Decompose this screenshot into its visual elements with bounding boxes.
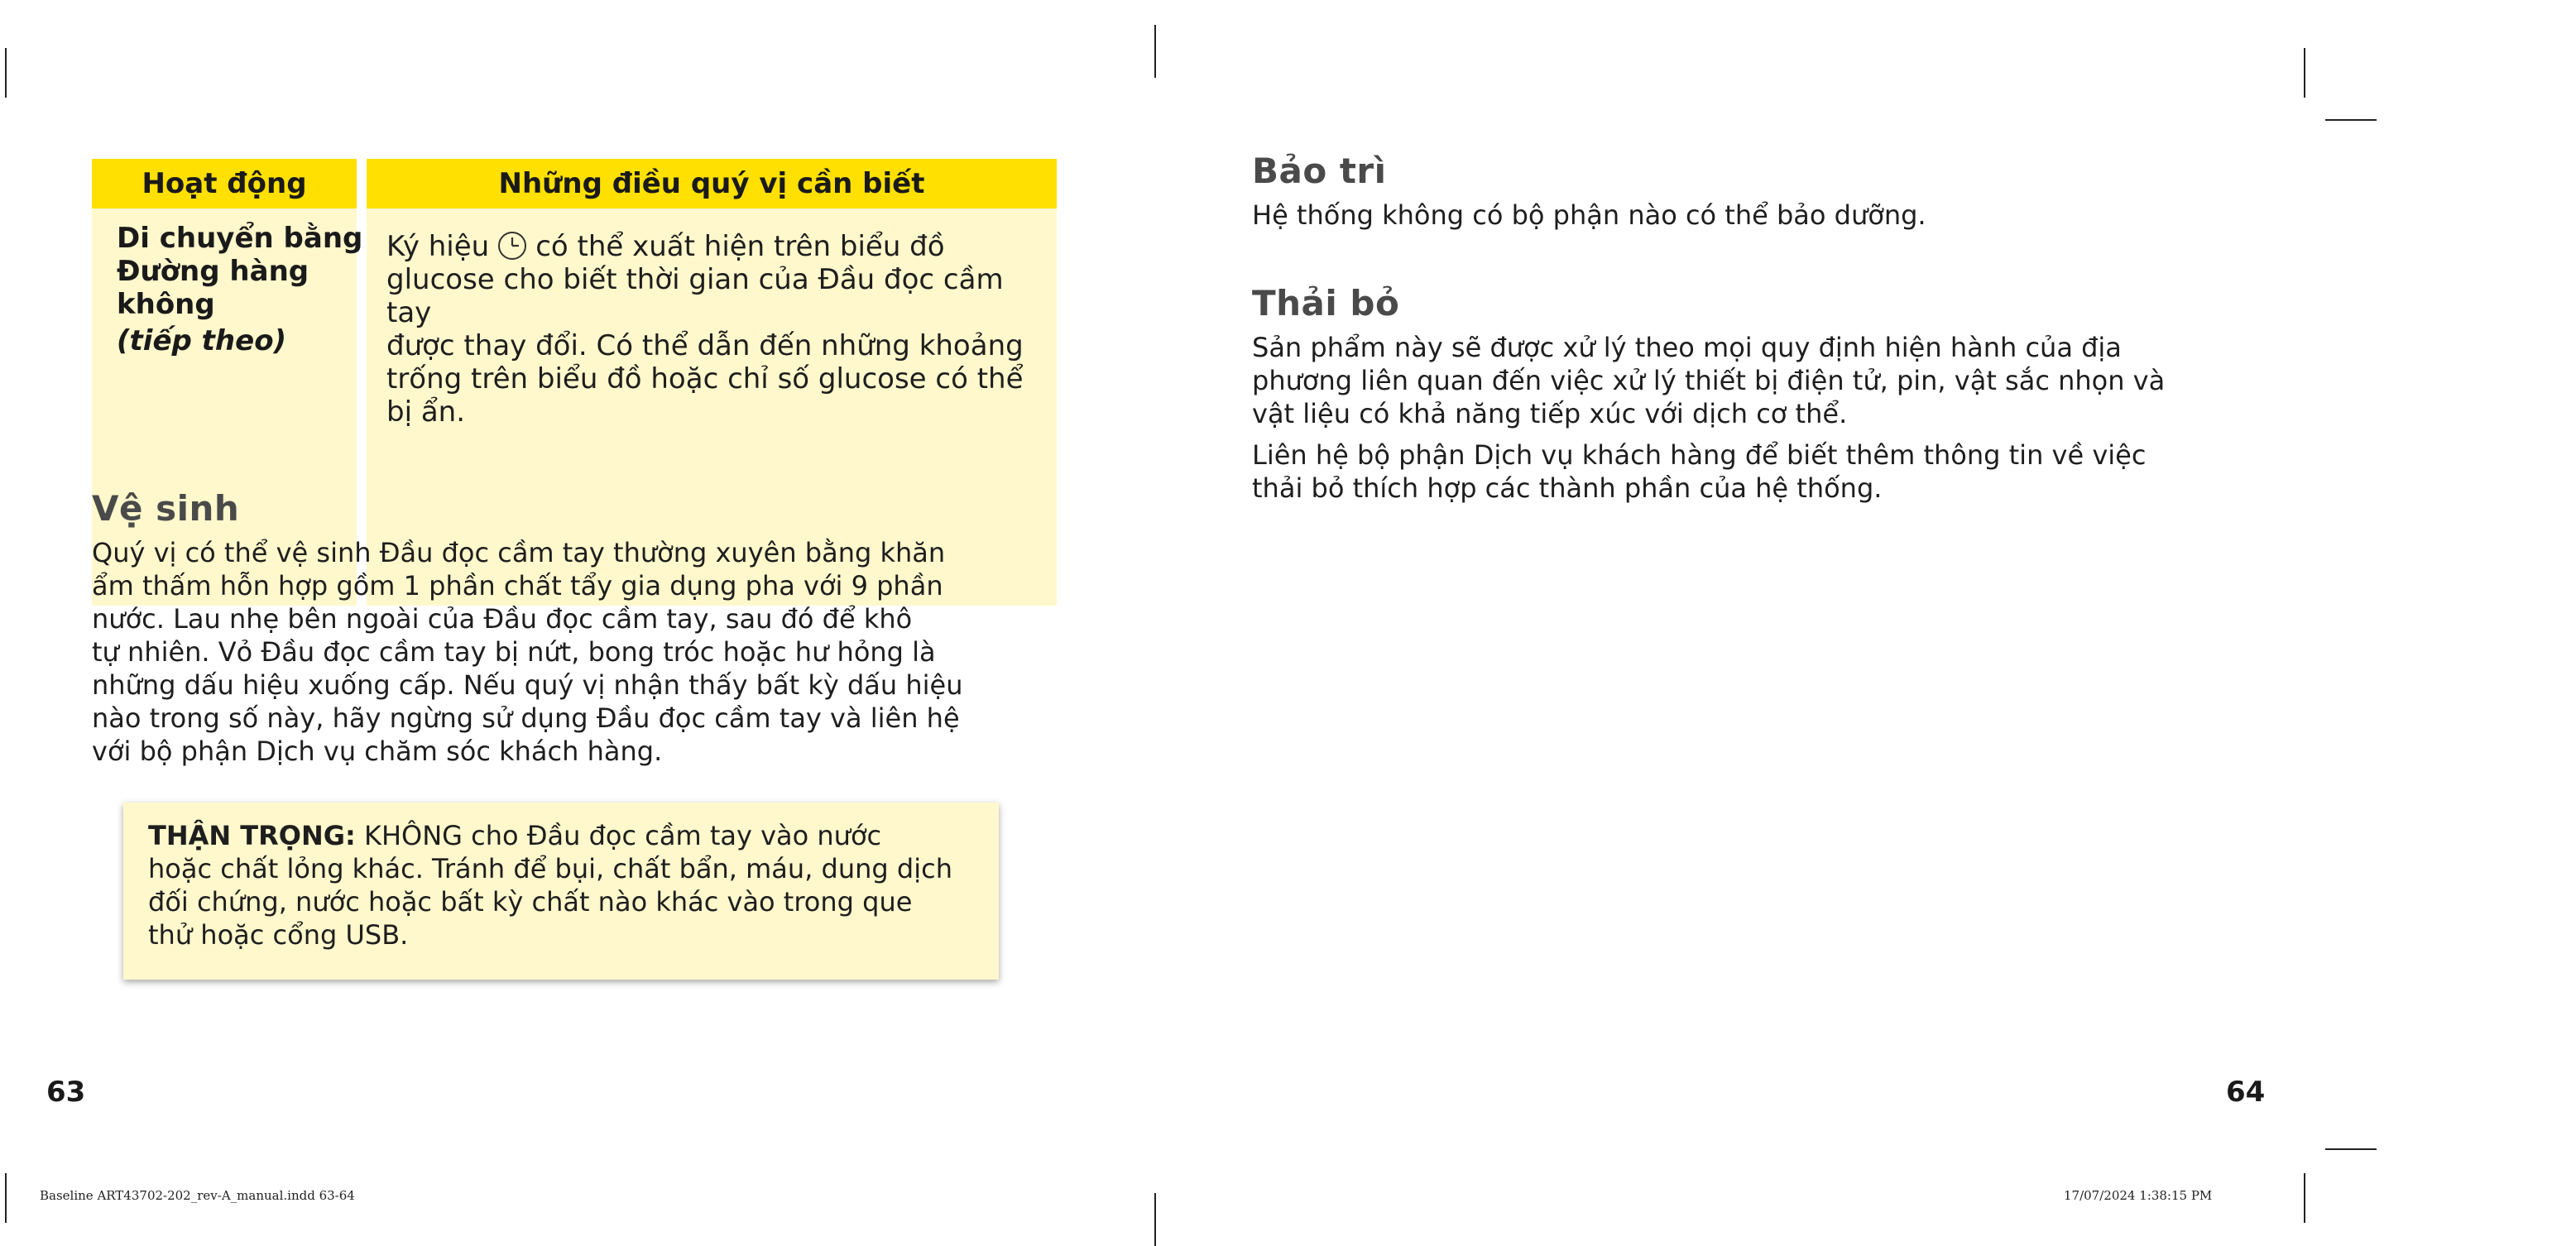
cleaning-text [92,536,1043,768]
caution-box [123,803,999,980]
cleaning-line-7: với bộ phận Dịch vụ chăm sóc khách hàng. [92,736,663,767]
cleaning-line-4: tự nhiên. Vỏ Đầu đọc cầm tay bị nứt, bong tróc hoặc hư hỏng là [92,636,936,668]
crop-mark-right-top-h [2325,119,2377,121]
page-number-right: 64 [2226,1076,2266,1109]
disposal-p2-line-2: thải bỏ thích hợp các thành phần của hệ thống. [1252,472,1883,504]
cleaning-line-2: ẩm thấm hỗn hợp gồm 1 phần chất tẩy gia dụng pha với 9 phần [92,570,943,601]
clock-icon [497,231,527,261]
maintenance-title: Bảo trì [1252,151,1387,191]
activity-line-2: Đường hàng [117,255,309,288]
activity-line-1: Di chuyển bằng [117,222,363,255]
caution-first-line: KHÔNG cho Đầu đọc cầm tay vào nước [355,820,882,851]
disposal-p1-line-3: vật liệu có khả năng tiếp xúc với dịch cơ thể. [1252,398,1848,429]
info-line-1: glucose cho biết thời gian của Đầu đọc cầm tay [386,263,1004,329]
maintenance-text: Hệ thống không có bộ phận nào có thể bảo dưỡng. [1252,199,1926,231]
disposal-p1-line-1: Sản phẩm này sẽ được xử lý theo mọi quy định hiện hành của địa [1252,332,2122,363]
slug-file-info: Baseline ART43702-202_rev-A_manual.indd 63-64 [40,1188,355,1203]
page-number-left: 63 [46,1076,86,1109]
cleaning-line-1: Quý vị có thể vệ sinh Đầu đọc cầm tay thường xuyên bằng khăn [92,537,946,568]
activity-continued: (tiếp theo) [117,324,287,357]
caution-line-3: đối chứng, nước hoặc bất kỳ chất nào khác vào trong que [148,886,913,918]
cleaning-line-5: những dấu hiệu xuống cấp. Nếu quý vị nhận thấy bất kỳ dấu hiệu [92,669,963,701]
crop-mark-right-top [2304,48,2305,98]
crop-mark-right-bottom-h [2325,1148,2377,1150]
cleaning-title: Vệ sinh [92,488,240,529]
disposal-para-2 [1252,438,2278,505]
disposal-p1-line-2: phương liên quan đến việc xử lý thiết bị điện tử, pin, vật sắc nhọn và [1252,365,2166,396]
caution-line-4: thử hoặc cổng USB. [148,919,409,951]
crop-mark-left-top [5,48,7,98]
info-line-0 [386,230,1048,263]
info-line-3: trống trên biểu đồ hoặc chỉ số glucose có thể [386,362,1024,395]
info-after-icon: có thể xuất hiện trên biểu đồ [535,230,945,263]
caution-line-2: hoặc chất lỏng khác. Tránh để bụi, chất bẩn, máu, dung dịch [148,853,952,884]
caution-label: THẬN TRỌNG: [148,820,356,851]
disposal-p2-line-1: Liên hệ bộ phận Dịch vụ khách hàng để biết thêm thông tin về việc [1252,439,2147,471]
caution-text [148,819,984,951]
table-header-info: Những điều quý vị cần biết [367,159,1057,208]
info-line-2: được thay đổi. Có thể dẫn đến những khoảng [386,329,1024,362]
caution-line-1 [148,819,984,852]
crop-mark-center-top [1154,25,1156,78]
crop-mark-right-bottom [2304,1173,2305,1223]
crop-mark-left-bottom [5,1173,7,1223]
cleaning-line-3: nước. Lau nhẹ bên ngoài của Đầu đọc cầm tay, sau đó để khô [92,603,913,635]
activity-name [117,222,365,357]
slug-timestamp: 17/07/2024 1:38:15 PM [2064,1188,2213,1203]
cleaning-line-6: nào trong số này, hãy ngừng sử dụng Đầu đọc cầm tay và liên hệ [92,702,960,734]
info-line-4: bị ẩn. [386,395,466,429]
disposal-title: Thải bỏ [1252,283,1400,323]
disposal-para-1 [1252,331,2278,430]
info-before-icon: Ký hiệu [386,230,490,263]
info-text [386,230,1048,429]
crop-mark-center-bottom [1154,1193,1156,1246]
table-header-activity: Hoạt động [92,159,357,208]
activity-line-3: không [117,288,215,321]
